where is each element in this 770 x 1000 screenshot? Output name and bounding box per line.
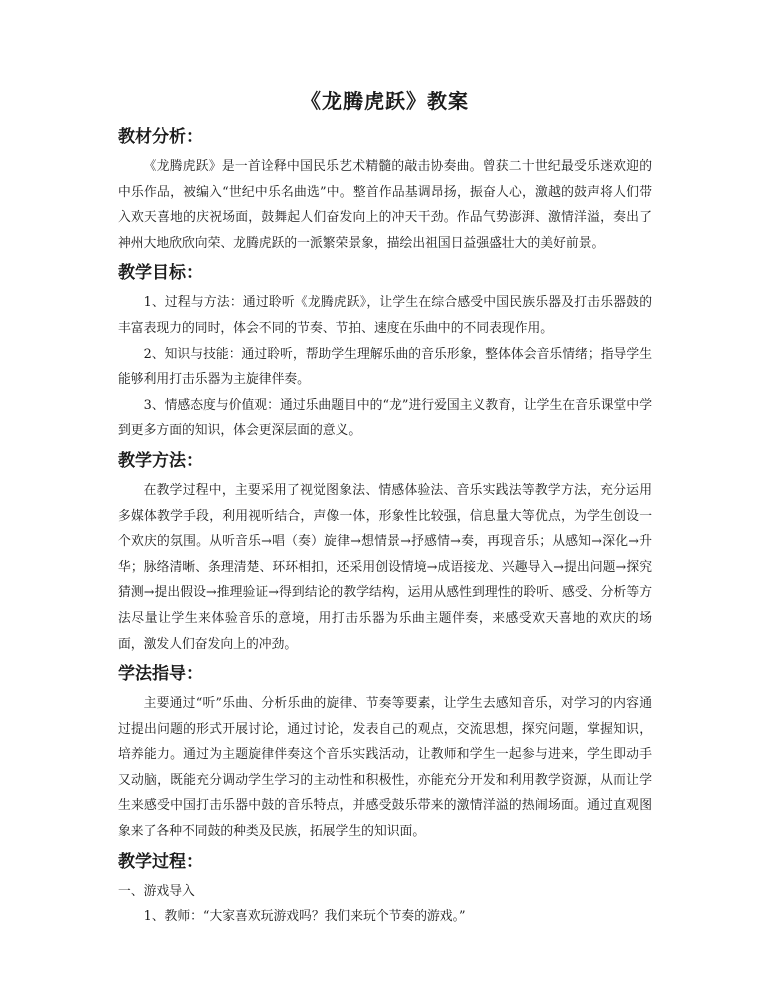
document-title: 《龙腾虎跃》教案: [301, 89, 469, 113]
section-teaching-process: [118, 849, 652, 930]
section-heading: 学法指导：: [118, 664, 203, 685]
paragraph: 《龙腾虎跃》是一首诠释中国民乐艺术精髓的敲击协奏曲。曾获二十世纪最受乐迷欢迎的中乐作品，被编入“世纪中乐名曲选”中。整首作品基调昂扬，振奋人心，激越的鼓声将人们带入欢天喜地的庆祝场面，鼓舞起人们奋发向上的冲天干劲。作品气势澎湃、激情洋溢，奏出了神州大地欣欣向荣、龙腾虎跃的一派繁荣景象，描绘出祖国日益强盛壮大的美好前景。: [118, 159, 652, 251]
section-heading: 教学方法：: [118, 450, 203, 471]
section-teaching-objectives: [118, 260, 652, 444]
section-textbook-analysis: [118, 124, 652, 256]
section-teaching-methods: [118, 448, 652, 657]
section-learning-guidance: [118, 661, 652, 845]
section-heading: 教学目标：: [118, 263, 203, 284]
paragraph: 1、教师：“大家喜欢玩游戏吗？我们来玩个节奏的游戏。”: [143, 909, 466, 925]
section-heading: 教材分析：: [118, 127, 203, 147]
paragraph: 主要通过“听”乐曲、分析乐曲的旋律、节奏等要素，让学生去感知音乐，对学习的内容通过提出问题的形式开展讨论，通过讨论，发表自己的观点，交流思想，探究问题，掌握知识，培养能力。通过为主题旋律伴奏这个音乐实践活动，让教师和学生一起参与进来，学生即动手又动脑，既能充分调动学生学习的主动性和积极性，亦能充分开发和利用教学资源，从而让学生来感受中国打击乐器中鼓的音乐特点，并感受鼓乐带来的激情洋溢的热闹场面。通过直观图象来了各种不同鼓的种类及民族，拓展学生的知识面。: [118, 696, 652, 840]
paragraph: 1、过程与方法：通过聆听《龙腾虎跃》，让学生在综合感受中国民族乐器及打击乐器鼓的丰富表现力的同时，体会不同的节奏、节拍、速度在乐曲中的不同表现作用。: [118, 295, 652, 336]
paragraph: 2、知识与技能：通过聆听，帮助学生理解乐曲的音乐形象，整体体会音乐情绪；指导学生能够利用打击乐器为主旋律伴奏。: [118, 346, 652, 388]
section-heading: 教学过程：: [118, 851, 203, 872]
subheading: 一、游戏导入: [118, 883, 195, 899]
paragraph: 在教学过程中，主要采用了视觉图象法、情感体验法、音乐实践法等教学方法，充分运用多媒体教学手段，利用视听结合，声像一体，形象性比较强，信息量大等优点，为学生创设一个欢庆的氛围。从听音乐→唱（奏）旋律→想情景→抒感情→奏，再现音乐；从感知→深化→升华；脉络清晰、条理清楚、环环相扣，还采用创设情境→成语接龙、兴趣导入→提出问题→探究猜测→提出假设→推理验证→得到结论的教学结构，运用从感性到理性的聆听、感受、分析等方法尽量让学生来体验音乐的意境，用打击乐器为乐曲主题伴奏，来感受欢天喜地的欢庆的场面，激发人们奋发向上的冲劲。: [118, 482, 652, 652]
paragraph: 3、情感态度与价值观：通过乐曲题目中的“龙”进行爱国主义教育，让学生在音乐课堂中学到更多方面的知识，体会更深层面的意义。: [118, 397, 652, 439]
